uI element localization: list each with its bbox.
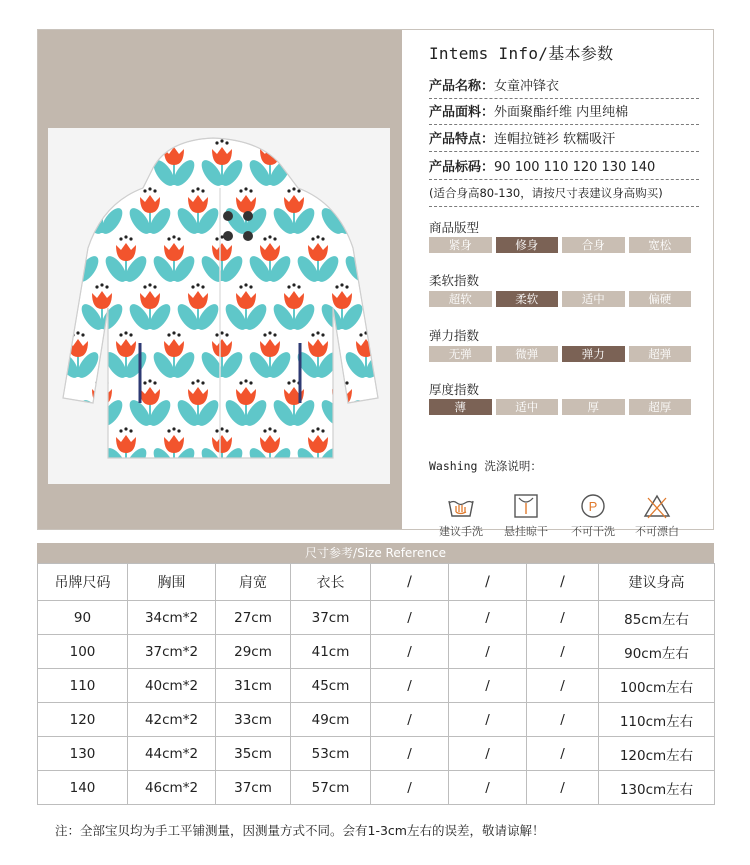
table-cell: / <box>371 737 449 771</box>
thickness-index-scale <box>429 399 691 415</box>
table-cell: 37cm <box>216 771 291 805</box>
hand-wash-label: 建议手洗 <box>439 525 483 538</box>
fit-index-scale <box>429 237 691 253</box>
fabric-line <box>429 101 699 125</box>
column-header: / <box>371 564 449 601</box>
table-cell: / <box>449 601 527 635</box>
wash-item-no-bleach <box>627 492 687 539</box>
size-reference-section <box>37 543 714 805</box>
feature-line <box>429 128 699 152</box>
sizes-value: 90 100 110 120 130 140 <box>494 160 656 175</box>
no-dry-clean-label: 不可干洗 <box>571 525 615 538</box>
feature-label: 产品特点： <box>429 132 495 147</box>
thickness-option: 适中 <box>496 399 559 415</box>
table-cell: / <box>371 703 449 737</box>
column-header: 肩宽 <box>216 564 291 601</box>
elasticity-index-scale <box>429 346 691 362</box>
table-cell: / <box>449 737 527 771</box>
table-cell: 140 <box>38 771 128 805</box>
thickness-option: 厚 <box>562 399 625 415</box>
table-cell: 27cm <box>216 601 291 635</box>
elasticity-option: 超弹 <box>629 346 692 362</box>
fit-index-title: 商品版型 <box>429 220 480 235</box>
column-header: 衣长 <box>291 564 371 601</box>
thickness-index-title: 厚度指数 <box>429 382 480 397</box>
hand-wash-icon <box>446 492 476 520</box>
table-cell: 45cm <box>291 669 371 703</box>
table-cell: 57cm <box>291 771 371 805</box>
table-cell: / <box>371 771 449 805</box>
table-header-row <box>38 564 715 601</box>
table-cell: 130 <box>38 737 128 771</box>
column-header: 吊牌尺码 <box>38 564 128 601</box>
table-cell: 90 <box>38 601 128 635</box>
washing-title: Washing 洗涤说明： <box>429 459 542 473</box>
table-cell: 130cm左右 <box>599 771 715 805</box>
product-name-line <box>429 75 699 99</box>
softness-index-title: 柔软指数 <box>429 273 480 288</box>
feature-value: 连帽拉链衫 软糯吸汗 <box>494 132 616 147</box>
wash-item-line-dry <box>496 492 556 539</box>
photo-background <box>38 30 402 529</box>
thickness-option: 薄 <box>429 399 492 415</box>
line-dry-label: 悬挂晾干 <box>504 525 548 538</box>
product-photo <box>48 128 390 484</box>
table-cell: 31cm <box>216 669 291 703</box>
product-name-label: 产品名称： <box>429 79 495 94</box>
table-cell: 33cm <box>216 703 291 737</box>
softness-option: 偏硬 <box>629 291 692 307</box>
table-row <box>38 771 715 805</box>
softness-option: 超软 <box>429 291 492 307</box>
table-cell: 40cm*2 <box>128 669 216 703</box>
table-row <box>38 703 715 737</box>
table-row <box>38 669 715 703</box>
fit-option: 合身 <box>562 237 625 253</box>
size-table <box>37 563 715 805</box>
table-cell: / <box>527 771 599 805</box>
size-table-header: 尺寸参考/Size Reference <box>37 543 714 563</box>
table-cell: 120 <box>38 703 128 737</box>
table-cell: 110 <box>38 669 128 703</box>
fabric-value: 外面聚酯纤维 内里纯棉 <box>494 105 629 120</box>
table-cell: 41cm <box>291 635 371 669</box>
fabric-label: 产品面料： <box>429 105 495 120</box>
no-bleach-icon <box>642 492 672 520</box>
spec-title: Intems Info/基本参数 <box>429 44 614 63</box>
table-cell: 37cm*2 <box>128 635 216 669</box>
table-cell: / <box>449 771 527 805</box>
elasticity-index-title: 弹力指数 <box>429 328 480 343</box>
fit-option: 修身 <box>496 237 559 253</box>
no-dry-clean-icon <box>578 492 608 520</box>
table-cell: 100cm左右 <box>599 669 715 703</box>
table-cell: 34cm*2 <box>128 601 216 635</box>
softness-option: 适中 <box>562 291 625 307</box>
elasticity-option: 无弹 <box>429 346 492 362</box>
wash-item-no-dry-clean <box>563 492 623 539</box>
table-row <box>38 601 715 635</box>
table-cell: / <box>527 737 599 771</box>
table-cell: 110cm左右 <box>599 703 715 737</box>
table-cell: 37cm <box>291 601 371 635</box>
table-row <box>38 737 715 771</box>
elasticity-option: 微弹 <box>496 346 559 362</box>
sizes-line <box>429 156 699 180</box>
table-cell: 49cm <box>291 703 371 737</box>
table-cell: / <box>449 635 527 669</box>
table-cell: / <box>527 635 599 669</box>
table-cell: / <box>449 703 527 737</box>
product-name-value: 女童冲锋衣 <box>494 79 560 94</box>
table-cell: 46cm*2 <box>128 771 216 805</box>
height-note: (适合身高80-130，请按尺寸表建议身高购买) <box>429 185 699 207</box>
column-header: / <box>449 564 527 601</box>
column-header: / <box>527 564 599 601</box>
wash-item-hand-wash <box>431 492 491 539</box>
table-cell: 90cm左右 <box>599 635 715 669</box>
table-cell: / <box>527 601 599 635</box>
table-cell: 120cm左右 <box>599 737 715 771</box>
table-cell: / <box>371 669 449 703</box>
table-cell: 85cm左右 <box>599 601 715 635</box>
column-header: 建议身高 <box>599 564 715 601</box>
softness-option: 柔软 <box>496 291 559 307</box>
fit-option: 宽松 <box>629 237 692 253</box>
jacket-illustration <box>48 128 390 484</box>
no-bleach-label: 不可漂白 <box>635 525 679 538</box>
elasticity-option: 弹力 <box>562 346 625 362</box>
fit-option: 紧身 <box>429 237 492 253</box>
sizes-label: 产品标码： <box>429 160 495 175</box>
table-cell: / <box>371 635 449 669</box>
table-cell: 35cm <box>216 737 291 771</box>
line-dry-icon <box>511 492 541 520</box>
table-cell: 100 <box>38 635 128 669</box>
spec-area <box>403 30 713 538</box>
product-info-panel <box>37 29 714 538</box>
column-header: 胸围 <box>128 564 216 601</box>
table-cell: 53cm <box>291 737 371 771</box>
table-cell: 42cm*2 <box>128 703 216 737</box>
table-cell: / <box>371 601 449 635</box>
table-cell: / <box>449 669 527 703</box>
table-cell: / <box>527 703 599 737</box>
measurement-footnote: 注：全部宝贝均为手工平铺测量，因测量方式不同。会有1-3cm左右的误差，敬请谅解！ <box>55 823 545 838</box>
table-cell: 44cm*2 <box>128 737 216 771</box>
table-row <box>38 635 715 669</box>
svg-text:P: P <box>588 499 598 514</box>
table-cell: 29cm <box>216 635 291 669</box>
thickness-option: 超厚 <box>629 399 692 415</box>
table-cell: / <box>527 669 599 703</box>
softness-index-scale <box>429 291 691 307</box>
